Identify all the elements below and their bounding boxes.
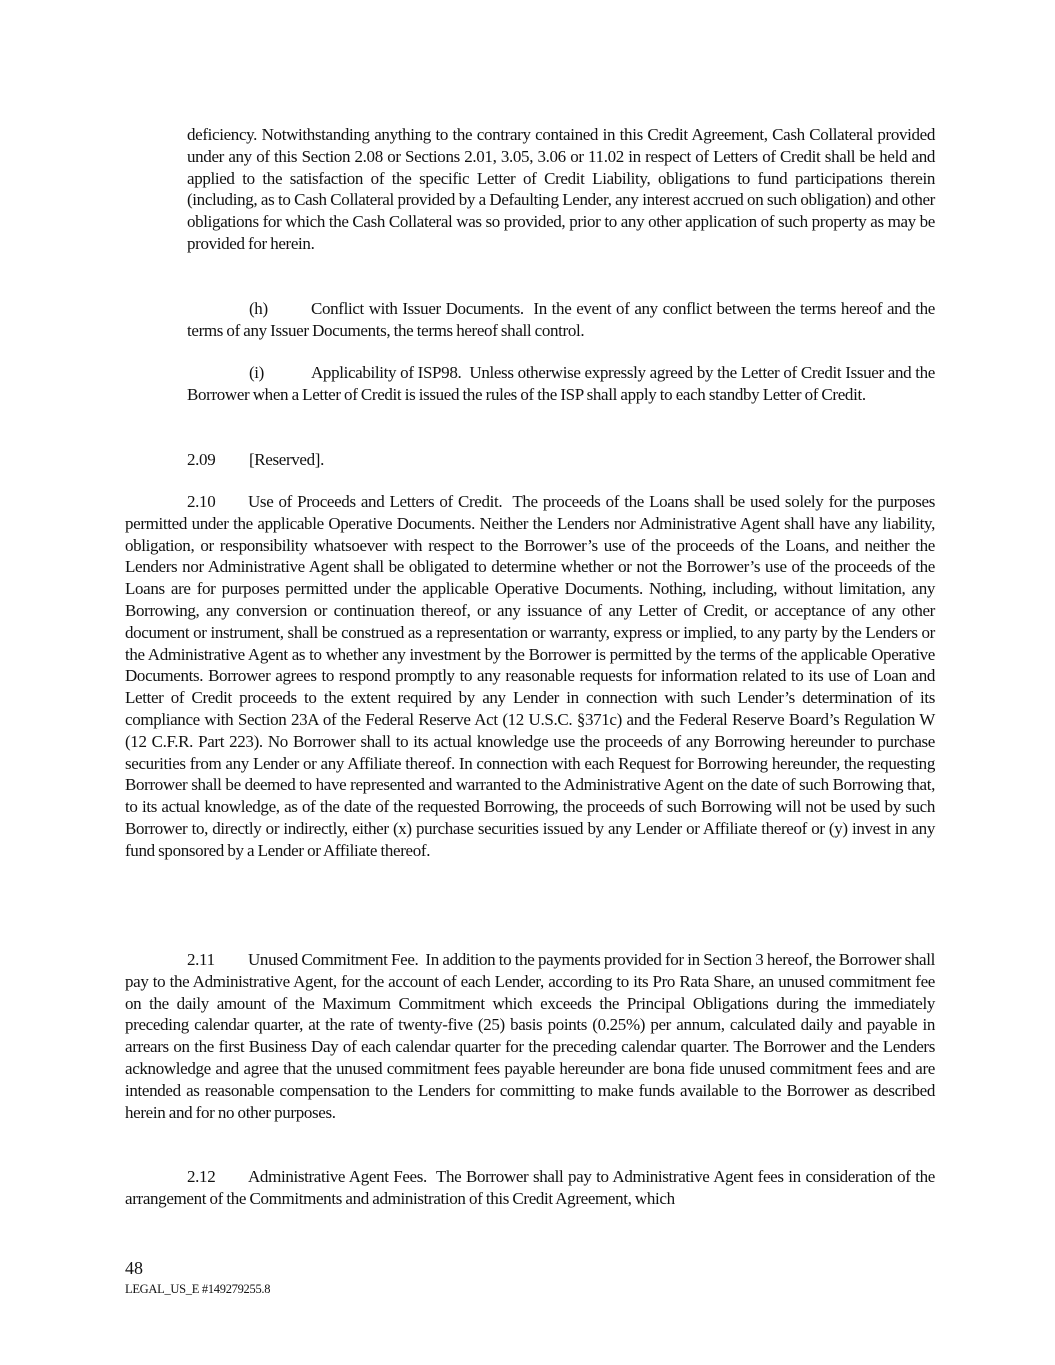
paragraph-2-08h — [187, 298, 935, 342]
section-2-10 — [125, 491, 935, 862]
clause-body: Unless otherwise expressly agreed by the Letter of Credit Issuer and the Borrower when a Letter of Credit is issued the rules of the ISP shall apply to each standby Letter of Credit. — [187, 363, 935, 404]
section-heading: Administrative Agent Fees. — [248, 1167, 427, 1186]
document-id: LEGAL_US_E #149279255.8 — [125, 1282, 271, 1296]
section-2-09 — [187, 449, 935, 471]
clause-heading: Applicability of ISP98. — [311, 363, 462, 382]
clause-body: In the event of any conflict between the terms hereof and the terms of any Issuer Documents, the terms hereof shall control. — [187, 299, 935, 340]
paragraph-text: deficiency. Notwithstanding anything to the contrary contained in this Credit Agreement, Cash Collateral provided under any of this Section 2.08 or Sections 2.01, 3.05, 3.06 or 11.02 in respect of Letters of Credit shall be held and applied to the satisfaction of the specific Letter of Credit Liability, obligations to fund participations therein (including, as to Cash Collateral provided by a Defaulting Lender, any interest accrued on such obligation) and other obligations for which the Cash Collateral was so provided, prior to any other application of such property as may be provided for herein. — [187, 125, 935, 253]
section-number: 2.09 — [187, 450, 216, 469]
section-heading: [Reserved]. — [249, 450, 324, 469]
paragraph-2-08g-continuation — [187, 124, 935, 255]
section-number: 2.11 — [187, 950, 215, 969]
section-number: 2.10 — [187, 492, 216, 511]
section-heading: Unused Commitment Fee. — [248, 950, 419, 969]
section-2-11 — [125, 949, 935, 1123]
section-heading: Use of Proceeds and Letters of Credit. — [248, 492, 503, 511]
clause-number: (h) — [249, 299, 268, 318]
section-body: In addition to the payments provided for in Section 3 hereof, the Borrower shall pay to the Administrative Agent, for the account of each Lender, according to its Pro Rata Share, an unused commitment fee on the daily amount of the Maximum Commitment which exceeds the Principal Obligations during the immediately preceding calendar quarter, at the rate of twenty-five (25) basis points (0.25%) per annum, calculated daily and payable in arrears on the first Business Day of each calendar quarter for the preceding calendar quarter. The Borrower and the Lenders acknowledge and agree that the unused commitment fees payable hereunder are bona fide unused commitment fees and are intended as reasonable compensation to the Lenders for committing to make funds available to the Borrower as described herein and for no other purposes. — [125, 950, 935, 1122]
paragraph-2-08i — [187, 362, 935, 406]
section-body: The proceeds of the Loans shall be used solely for the purposes permitted under the applicable Operative Documents. Neither the Lenders nor Administrative Agent shall have any liability, obligation, or responsibility whatsoever with respect to the Borrower’s use of the proceeds of the Loans, and neither the Lenders nor Administrative Agent shall be obligated to determine whether or not the Borrower’s use of the proceeds of the Loans are for purposes permitted under the applicable Operative Documents. Nothing, including, without limitation, any Borrowing, any conversion or continuation thereof, or any issuance of any Letter of Credit, or acceptance of any other document or instrument, shall be construed as a representation or warranty, express or implied, to any party by the Lenders or the Administrative Agent as to whether any investment by the Borrower is permitted by the terms of the applicable Operative Documents. Borrower agrees to respond promptly to any reasonable requests for information related to its use of Loan and Letter of Credit proceeds to the extent required by any Lender in connection with such Lender’s determination of its compliance with Section 23A of the Federal Reserve Act (12 U.S.C. §371c) and the Federal Reserve Board’s Regulation W (12 C.F.R. Part 223). No Borrower shall to its actual knowledge use the proceeds of any Borrowing hereunder to purchase securities from any Lender or any Affiliate thereof. In connection with each Request for Borrowing hereunder, the requesting Borrower shall be deemed to have represented and warranted to the Administrative Agent on the date of such Borrowing that, to its actual knowledge, as of the date of the requested Borrowing, the proceeds of such Borrowing will not be used by such Borrower to, directly or indirectly, either (x) purchase securities issued by any Lender or Affiliate thereof or (y) invest in any fund sponsored by a Lender or Affiliate thereof. — [125, 492, 936, 860]
section-number: 2.12 — [187, 1167, 216, 1186]
page-number: 48 — [125, 1258, 143, 1278]
section-2-12 — [125, 1166, 935, 1210]
clause-heading: Conflict with Issuer Documents. — [311, 299, 524, 318]
clause-number: (i) — [249, 363, 264, 382]
section-body: The Borrower shall pay to Administrative Agent fees in consideration of the arrangement of the Commitments and administration of this Credit Agreement, which — [125, 1167, 935, 1208]
